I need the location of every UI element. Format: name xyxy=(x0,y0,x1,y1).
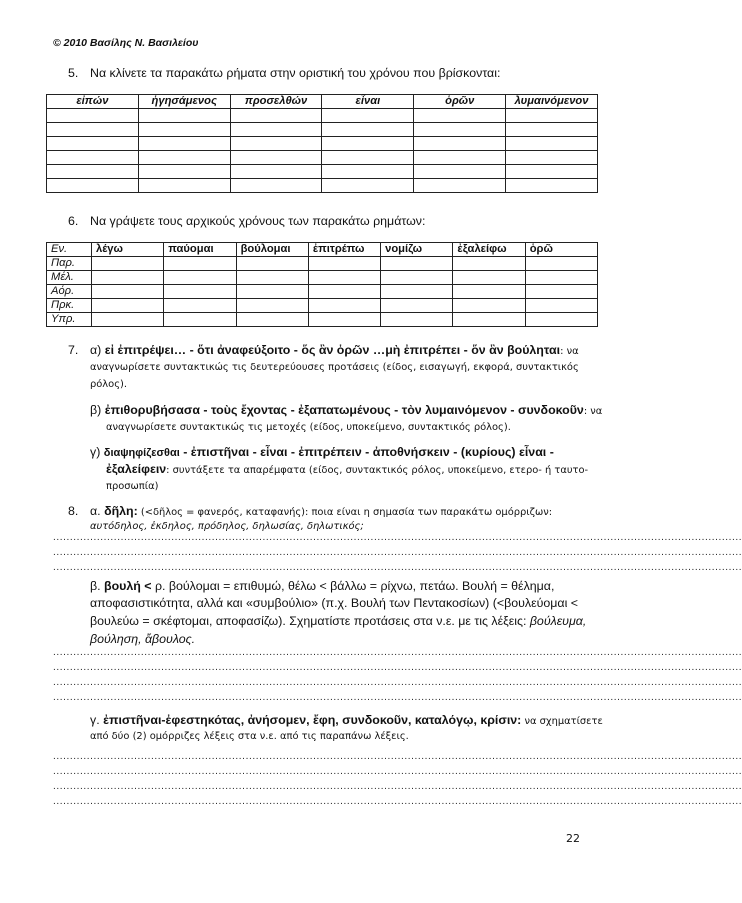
answer-cell[interactable] xyxy=(506,137,598,151)
answer-cell[interactable] xyxy=(230,165,322,179)
answer-line: ............................................................................................................................................................................................................ xyxy=(53,692,742,703)
question-7-b xyxy=(90,403,602,417)
answer-cell[interactable] xyxy=(138,137,230,151)
table-row xyxy=(47,285,598,299)
row-label: Υπρ. xyxy=(47,313,92,327)
question-8-g-instruction: να σχηματίσετε xyxy=(521,716,603,727)
question-8-b-label: β. xyxy=(90,579,101,593)
answer-cell[interactable] xyxy=(506,151,598,165)
question-8-number: 8. xyxy=(68,504,79,518)
answer-cell[interactable] xyxy=(47,151,139,165)
answer-cell[interactable] xyxy=(230,123,322,137)
question-8-b-line-3 xyxy=(90,614,592,628)
question-8-a-label: α. xyxy=(90,504,101,518)
answer-cell[interactable] xyxy=(453,299,525,313)
answer-cell[interactable] xyxy=(164,285,236,299)
question-7-a xyxy=(68,343,579,357)
table-row xyxy=(47,109,598,123)
answer-cell[interactable] xyxy=(414,109,506,123)
column-header: εἶναι xyxy=(322,95,414,109)
answer-cell[interactable] xyxy=(138,179,230,193)
question-8-b-line-4: βούληση, ἄβουλος. xyxy=(90,632,196,646)
answer-cell[interactable] xyxy=(236,271,308,285)
row-label: Μέλ. xyxy=(47,271,92,285)
question-8-a xyxy=(68,504,552,518)
question-7-number: 7. xyxy=(68,343,79,357)
page-number: 22 xyxy=(566,832,580,845)
question-6-number: 6. xyxy=(68,214,79,228)
column-header: ἡγησάμενος xyxy=(138,95,230,109)
answer-cell[interactable] xyxy=(47,165,139,179)
column-header: προσελθών xyxy=(230,95,322,109)
answer-cell[interactable] xyxy=(322,165,414,179)
column-header: βούλομαι xyxy=(236,243,308,257)
answer-cell[interactable] xyxy=(92,271,164,285)
answer-cell[interactable] xyxy=(236,313,308,327)
question-8-a-word: δῆλη: xyxy=(104,504,138,518)
answer-cell[interactable] xyxy=(525,299,597,313)
answer-cell[interactable] xyxy=(236,285,308,299)
answer-cell[interactable] xyxy=(453,257,525,271)
answer-cell[interactable] xyxy=(92,313,164,327)
answer-cell[interactable] xyxy=(138,109,230,123)
answer-cell[interactable] xyxy=(381,257,453,271)
question-8-b-line-1: ρ. βούλομαι = επιθυμώ, θέλω < βάλλω = ρίχνω, πετάω. Βουλή = θέλημα, xyxy=(151,579,555,593)
column-header: ὁρῶ xyxy=(525,243,597,257)
question-7-g-line-3: προσωπία) xyxy=(106,481,159,492)
answer-cell[interactable] xyxy=(236,257,308,271)
question-7-a-line-2: αναγνωρίσετε συντακτικώς τις δευτερεύουσες προτάσεις (είδος, εισαγωγή, εκφορά, συντακτικός xyxy=(90,362,579,373)
answer-cell[interactable] xyxy=(92,285,164,299)
question-7-a-words: εἰ ἐπιτρέψει… - ὅτι ἀναφεύξοιτο - ὅς ἂν ὁρῶν …μὴ ἐπιτρέπει - ὅν ἂν βούληται xyxy=(104,343,561,357)
answer-cell[interactable] xyxy=(308,285,380,299)
answer-cell[interactable] xyxy=(308,299,380,313)
question-7-a-line-3: ρόλος). xyxy=(90,379,127,390)
answer-cell[interactable] xyxy=(47,179,139,193)
answer-cell[interactable] xyxy=(47,123,139,137)
answer-cell[interactable] xyxy=(164,271,236,285)
answer-line: ............................................................................................................................................................................................................ xyxy=(53,751,742,762)
question-8-b-line-3-text: βουλεύω = σκέφτομαι, αποφασίζω). Σχηματίστε προτάσεις στα ν.ε. με τις λέξεις: xyxy=(90,614,527,628)
answer-cell[interactable] xyxy=(414,137,506,151)
answer-line: ............................................................................................................................................................................................................ xyxy=(53,647,742,658)
answer-cell[interactable] xyxy=(453,271,525,285)
answer-cell[interactable] xyxy=(230,109,322,123)
answer-cell[interactable] xyxy=(164,313,236,327)
question-8-b-word: βουλή < xyxy=(104,579,152,593)
question-8-g-words: ἐπιστῆναι-ἐφεστηκότας, ἀνήσομεν, ἔφη, συνδοκοῦν, καταλόγῳ, κρίσιν: xyxy=(103,713,522,727)
row-label: Εν. xyxy=(47,243,92,257)
table-row xyxy=(47,257,598,271)
table-header-row xyxy=(47,243,598,257)
column-header: λυμαινόμενον xyxy=(506,95,598,109)
question-7-b-instruction: : να xyxy=(583,406,603,417)
table-header-row xyxy=(47,95,598,109)
question-7-g-words: ἐπιστῆναι - εἶναι - ἐπιτρέπειν - ἀποθνήσκειν - (κυρίους) εἶναι - xyxy=(190,445,554,459)
question-8-g-line-2: από δύο (2) ομόρριζες λέξεις στα ν.ε. από τις παραπάνω λέξεις. xyxy=(90,731,409,742)
question-7-g-instruction: : συντάξετε τα απαρέμφατα (είδος, συντακτικός ρόλος, υποκείμενο, ετερο- ή ταυτο- xyxy=(166,465,589,476)
answer-cell[interactable] xyxy=(230,151,322,165)
answer-line: ............................................................................................................................................................................................................ xyxy=(53,562,742,573)
answer-cell[interactable] xyxy=(414,151,506,165)
answer-cell[interactable] xyxy=(381,313,453,327)
answer-cell[interactable] xyxy=(322,179,414,193)
question-8-b xyxy=(90,578,592,595)
row-label: Αόρ. xyxy=(47,285,92,299)
question-7-g-last-word: ἐξαλείφειν xyxy=(106,462,167,476)
answer-cell[interactable] xyxy=(138,123,230,137)
answer-cell[interactable] xyxy=(453,313,525,327)
table-row xyxy=(47,299,598,313)
question-5 xyxy=(68,66,500,80)
question-7-b-line-2: αναγνωρίσετε συντακτικώς τις μετοχές (είδος, υποκείμενο, συντακτικός ρόλος). xyxy=(106,422,511,433)
question-7-g xyxy=(90,445,554,459)
question-8-b-line-2: αποφασιστικότητα, αλλά και «συμβούλιο» (π.χ. Βουλή των Πεντακοσίων) (<βουλεύομαι < xyxy=(90,596,579,610)
table-row xyxy=(47,271,598,285)
question-8-g-label: γ. xyxy=(90,713,100,727)
answer-line: ............................................................................................................................................................................................................ xyxy=(53,532,742,543)
question-8-g xyxy=(90,713,603,727)
question-6-text: Να γράψετε τους αρχικούς χρόνους των παρακάτω ρημάτων: xyxy=(90,214,426,228)
answer-cell[interactable] xyxy=(308,271,380,285)
column-header: νομίζω xyxy=(381,243,453,257)
answer-cell[interactable] xyxy=(322,123,414,137)
table-row xyxy=(47,123,598,137)
principal-parts-table xyxy=(46,242,598,327)
answer-cell[interactable] xyxy=(47,137,139,151)
answer-cell[interactable] xyxy=(322,151,414,165)
table-row xyxy=(47,179,598,193)
question-7-b-label: β) xyxy=(90,403,102,417)
question-6 xyxy=(68,214,425,228)
answer-cell[interactable] xyxy=(414,179,506,193)
answer-cell[interactable] xyxy=(164,299,236,313)
conjugation-table xyxy=(46,94,598,193)
answer-line: ............................................................................................................................................................................................................ xyxy=(53,766,742,777)
answer-cell[interactable] xyxy=(236,299,308,313)
table-row xyxy=(47,151,598,165)
answer-cell[interactable] xyxy=(230,179,322,193)
row-label: Παρ. xyxy=(47,257,92,271)
answer-cell[interactable] xyxy=(414,165,506,179)
answer-cell[interactable] xyxy=(322,137,414,151)
answer-cell[interactable] xyxy=(92,299,164,313)
answer-cell[interactable] xyxy=(138,165,230,179)
column-header: λέγω xyxy=(92,243,164,257)
column-header: ἐξαλείφω xyxy=(453,243,525,257)
answer-cell[interactable] xyxy=(92,257,164,271)
answer-cell[interactable] xyxy=(381,299,453,313)
answer-cell[interactable] xyxy=(525,285,597,299)
answer-cell[interactable] xyxy=(164,257,236,271)
answer-cell[interactable] xyxy=(506,165,598,179)
answer-cell[interactable] xyxy=(525,257,597,271)
answer-line: ............................................................................................................................................................................................................ xyxy=(53,662,742,673)
question-7-g-line-2 xyxy=(106,462,588,476)
question-7-g-label: γ) xyxy=(90,445,101,459)
answer-cell[interactable] xyxy=(453,285,525,299)
column-header: ὁρῶν xyxy=(414,95,506,109)
question-5-text: Να κλίνετε τα παρακάτω ρήματα στην οριστική του χρόνου που βρίσκονται: xyxy=(90,66,501,80)
answer-line: ............................................................................................................................................................................................................ xyxy=(53,781,742,792)
question-7-b-words: ἐπιθορυβήσασα - τοὺς ἔχοντας - ἐξαπατωμένους - τὸν λυμαινόμενον - συνδοκοῦν xyxy=(104,403,584,417)
table-row xyxy=(47,165,598,179)
row-label: Πρκ. xyxy=(47,299,92,313)
answer-cell[interactable] xyxy=(230,137,322,151)
answer-cell[interactable] xyxy=(414,123,506,137)
column-header: παύομαι xyxy=(164,243,236,257)
answer-cell[interactable] xyxy=(381,285,453,299)
question-7-a-label: α) xyxy=(90,343,102,357)
column-header: εἰπών xyxy=(47,95,139,109)
answer-cell[interactable] xyxy=(506,109,598,123)
answer-line: ............................................................................................................................................................................................................ xyxy=(53,547,742,558)
question-7-a-instruction: : να xyxy=(560,346,579,357)
question-8-b-line-3-words: βούλευμα, xyxy=(526,614,587,628)
answer-cell[interactable] xyxy=(381,271,453,285)
answer-cell[interactable] xyxy=(506,123,598,137)
answer-cell[interactable] xyxy=(525,271,597,285)
question-8-a-words: αυτόδηλος, ἐκδηλος, πρόδηλος, δηλωσίας, δηλωτικός; xyxy=(90,521,364,532)
page-header: © 2010 Βασίλης Ν. Βασιλείου xyxy=(53,37,199,49)
answer-cell[interactable] xyxy=(322,109,414,123)
answer-cell[interactable] xyxy=(308,257,380,271)
question-7-g-word: διαψηφίζεσθαι xyxy=(103,447,180,459)
answer-line: ............................................................................................................................................................................................................ xyxy=(53,796,742,807)
table-row xyxy=(47,313,598,327)
table-row xyxy=(47,137,598,151)
answer-cell[interactable] xyxy=(47,109,139,123)
answer-cell[interactable] xyxy=(506,179,598,193)
question-8-a-instruction: (<δῆλος = φανερός, καταφανής): ποια είναι η σημασία των παρακάτω ομόρριζων: xyxy=(137,507,553,518)
answer-cell[interactable] xyxy=(525,313,597,327)
question-5-number: 5. xyxy=(68,66,79,80)
answer-line: ............................................................................................................................................................................................................ xyxy=(53,677,742,688)
answer-cell[interactable] xyxy=(308,313,380,327)
answer-cell[interactable] xyxy=(138,151,230,165)
column-header: ἐπιτρέπω xyxy=(308,243,380,257)
question-7-g-separator: - xyxy=(179,445,191,459)
